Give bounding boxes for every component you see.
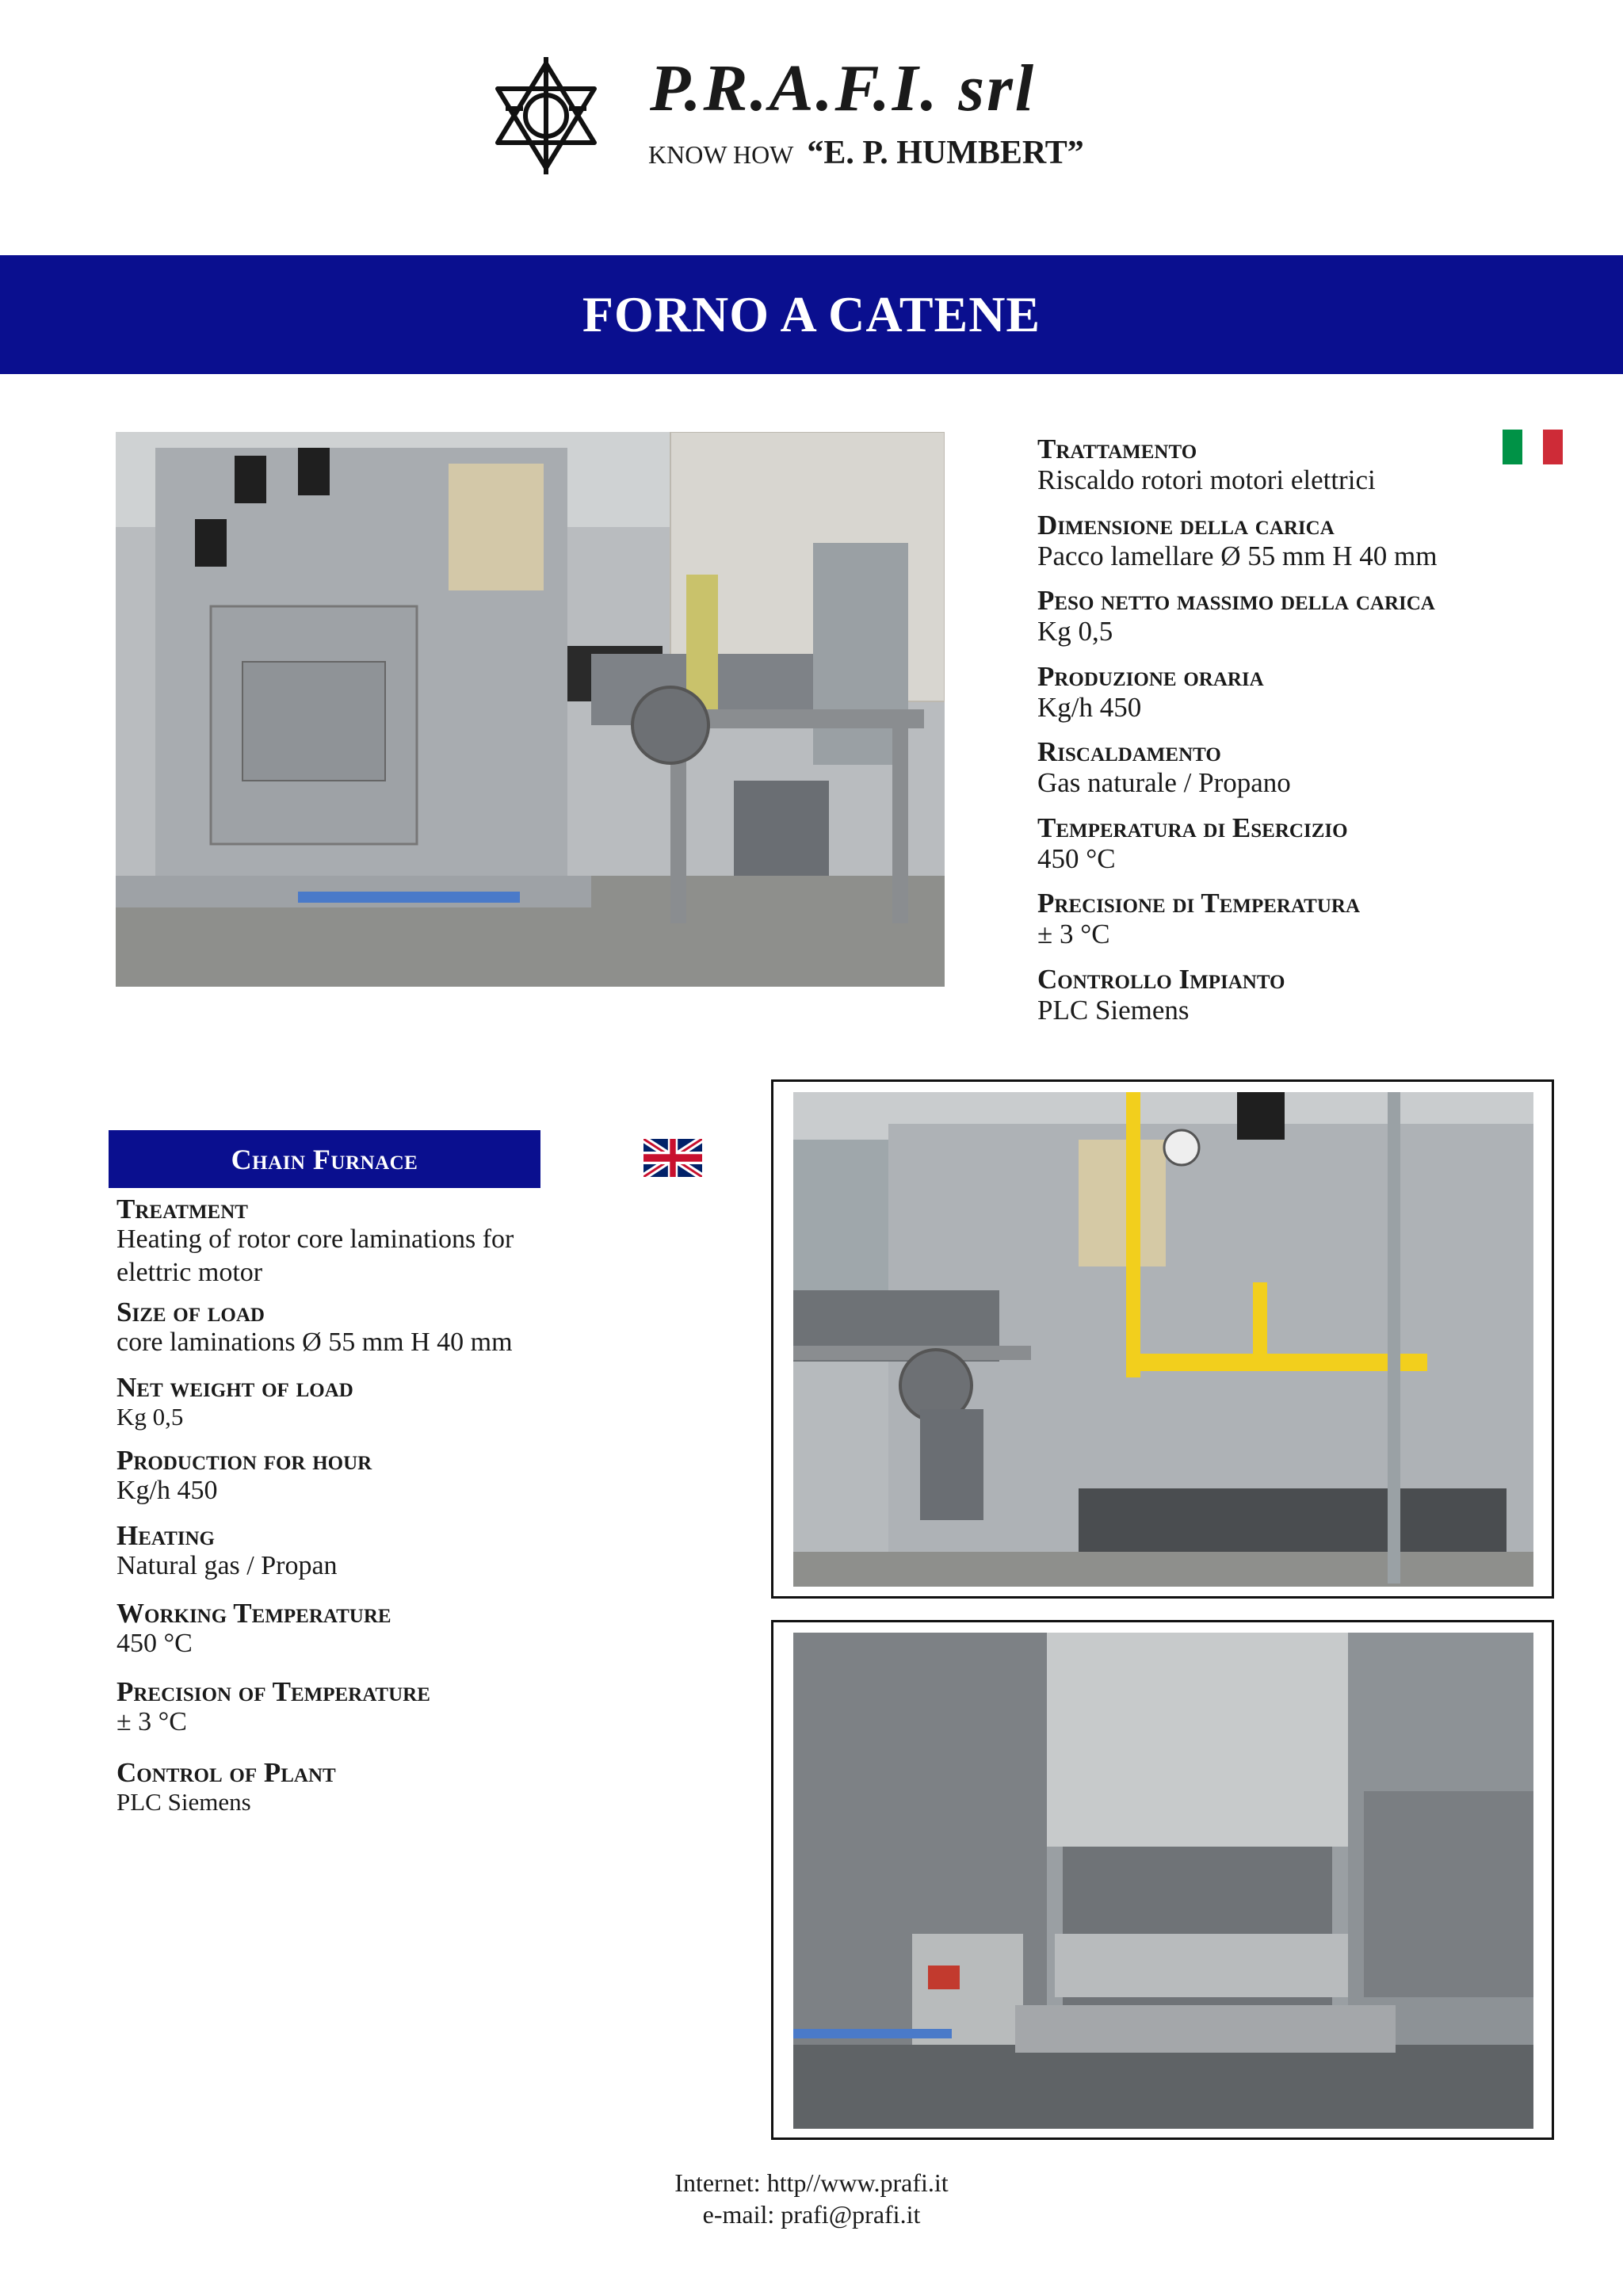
spec-value: ± 3 °C: [1037, 919, 1110, 949]
spec-row: [1037, 435, 1592, 506]
spec-value: Kg 0,5: [1037, 616, 1113, 647]
spec-value: Gas naturale / Propano: [1037, 767, 1291, 798]
spec-value: PLC Siemens: [116, 1788, 251, 1816]
spec-row: [116, 1446, 687, 1517]
knowhow-line: [648, 136, 1084, 170]
spec-value: ± 3 °C: [116, 1707, 187, 1736]
spec-label: Precision of Temperature: [116, 1676, 430, 1707]
chain-interior-photo: [793, 1633, 1533, 2129]
footer-email: e-mail: prafi@prafi.it: [702, 2200, 921, 2229]
gas-train-photo-frame: [771, 1079, 1554, 1599]
english-specs: [116, 1190, 687, 1830]
spec-row: [116, 1678, 687, 1754]
knowhow-name: “E. P. HUMBERT”: [807, 135, 1084, 171]
uk-flag-icon: [643, 1139, 702, 1177]
spec-row: [116, 1373, 687, 1442]
title-banner: [0, 255, 1623, 374]
spec-value-continued: elettric motor: [116, 1258, 263, 1287]
spec-label: Riscaldamento: [1037, 736, 1221, 767]
italian-specs: [1037, 430, 1592, 1036]
spec-label: Heating: [116, 1520, 216, 1551]
spec-row: [1037, 814, 1592, 885]
spec-row: [1037, 660, 1592, 734]
spec-label: Size of load: [116, 1297, 265, 1328]
spec-row: [1037, 965, 1592, 1037]
spec-value: PLC Siemens: [1037, 994, 1190, 1026]
spec-label: Temperatura di Esercizio: [1037, 812, 1348, 843]
spec-label: Production for hour: [116, 1445, 372, 1476]
spec-label: Treatment: [116, 1194, 248, 1224]
company-name: P.R.A.F.I. srl: [650, 52, 1037, 125]
knowhow-label: KNOW HOW: [648, 140, 794, 169]
spec-value: core laminations Ø 55 mm H 40 mm: [116, 1328, 513, 1357]
english-title-banner: [109, 1130, 540, 1188]
spec-value: Kg/h 450: [116, 1476, 218, 1505]
spec-label: Controllo Impianto: [1037, 963, 1285, 995]
spec-label: Produzione oraria: [1037, 660, 1264, 692]
spec-value: Natural gas / Propan: [116, 1551, 338, 1580]
spec-value: 450 °C: [1037, 842, 1116, 874]
spec-row: [116, 1759, 687, 1830]
spec-row: [1037, 586, 1592, 658]
spec-value: 450 °C: [116, 1629, 193, 1658]
spec-value: Pacco lamellare Ø 55 mm H 40 mm: [1037, 540, 1438, 571]
spec-row: [116, 1298, 687, 1369]
prafi-logo-icon: [490, 57, 602, 174]
spec-row: [116, 1599, 687, 1673]
footer-internet: Internet: http//www.prafi.it: [674, 2168, 949, 2197]
english-title: Chain Furnace: [231, 1143, 418, 1175]
spec-value: Kg 0,5: [116, 1403, 184, 1431]
spec-label: Dimensione della carica: [1037, 509, 1335, 541]
spec-row: [1037, 889, 1592, 961]
spec-value: Kg/h 450: [1037, 691, 1142, 723]
spec-value: Riscaldo rotori motori elettrici: [1037, 464, 1376, 495]
spec-label: Net weight of load: [116, 1372, 353, 1403]
gas-train-photo: [793, 1092, 1533, 1587]
spec-label: Trattamento: [1037, 434, 1197, 464]
spec-label: Working Temperature: [116, 1598, 391, 1629]
spec-label: Control of Plant: [116, 1757, 336, 1788]
spec-label: Precisione di Temperatura: [1037, 888, 1361, 919]
spec-row: [1037, 738, 1592, 809]
spec-row: [116, 1195, 687, 1293]
spec-row: [116, 1522, 687, 1595]
spec-label: Peso netto massimo della carica: [1037, 585, 1435, 616]
spec-row: [1037, 511, 1592, 583]
furnace-exterior-photo: [116, 432, 945, 987]
chain-interior-photo-frame: [771, 1620, 1554, 2140]
spec-value: Heating of rotor core laminations for: [116, 1224, 514, 1254]
page-title: FORNO A CATENE: [582, 286, 1041, 342]
